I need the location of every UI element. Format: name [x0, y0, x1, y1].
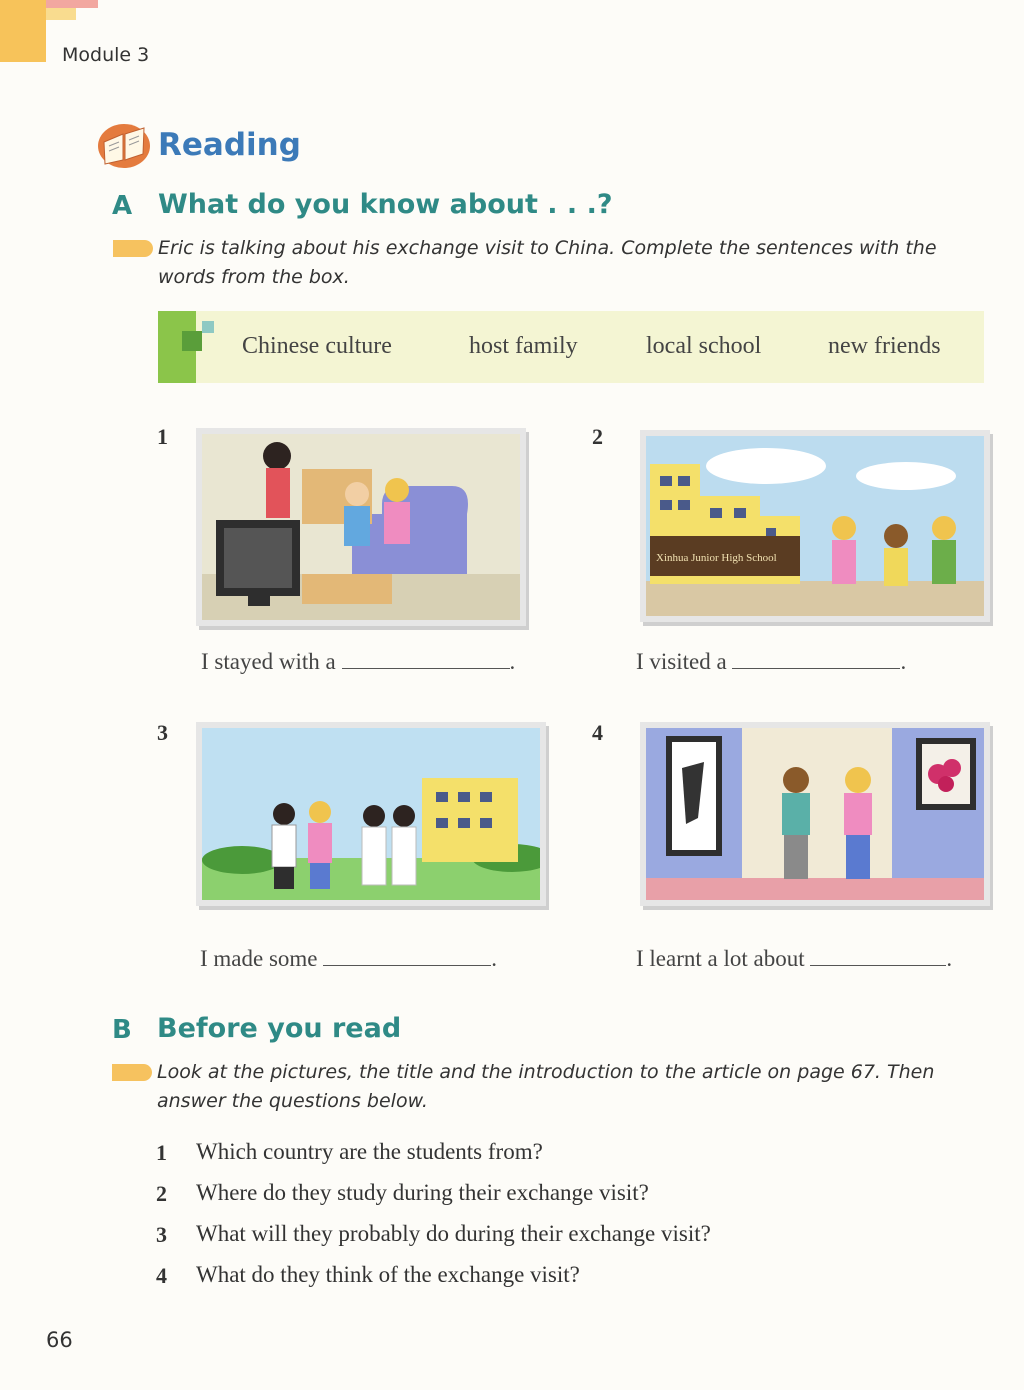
section-a-title: What do you know about . . .?	[158, 189, 613, 220]
sentence-end: .	[509, 649, 516, 674]
sentence-text: I learnt a lot about	[636, 946, 805, 971]
sentence-text: I stayed with a	[201, 649, 336, 674]
word-box-square-small	[202, 321, 214, 333]
sentence-end: .	[946, 946, 953, 971]
sentence-end: .	[900, 649, 907, 674]
question-text: What will they probably do during their exchange visit?	[196, 1221, 711, 1246]
answer-blank	[323, 947, 491, 966]
word-box-square	[182, 331, 202, 351]
page-number: 66	[46, 1328, 73, 1352]
exercise-number: 4	[592, 720, 603, 745]
sentence-3	[200, 946, 497, 972]
answer-blank	[732, 650, 900, 669]
word-box	[158, 311, 984, 383]
open-book-icon	[96, 120, 152, 170]
reading-title: Reading	[158, 127, 301, 163]
sentence-text: I made some	[200, 946, 318, 971]
answer-blank	[342, 650, 510, 669]
instruction-tab	[112, 1064, 152, 1081]
question-number: 3	[156, 1222, 167, 1247]
question-text: What do they think of the exchange visit?	[196, 1262, 580, 1287]
picture-local-school	[640, 430, 990, 622]
word-local-school: local school	[646, 333, 762, 359]
corner-decoration-yellow	[46, 8, 76, 20]
word-host-family: host family	[469, 333, 578, 359]
exercise-number: 1	[157, 424, 168, 449]
picture-host-family	[196, 428, 526, 626]
question-text: Which country are the students from?	[196, 1139, 543, 1164]
section-b-instruction-line1: Look at the pictures, the title and the introduction to the article on page 67. Then	[157, 1061, 935, 1083]
sentence-text: I visited a	[636, 649, 727, 674]
corner-decoration-pink	[46, 0, 98, 8]
exercise-number: 2	[592, 424, 603, 449]
section-a-instruction-line1: Eric is talking about his exchange visit to China. Complete the sentences with the	[158, 237, 937, 259]
sentence-2	[636, 649, 906, 675]
section-b-letter: B	[112, 1015, 132, 1045]
word-new-friends: new friends	[828, 333, 941, 359]
section-a-instruction-line2: words from the box.	[158, 266, 350, 288]
question-number: 1	[156, 1140, 167, 1165]
word-chinese-culture: Chinese culture	[242, 333, 392, 359]
section-b-title: Before you read	[157, 1013, 402, 1044]
picture-chinese-culture	[640, 722, 990, 906]
question-text: Where do they study during their exchange visit?	[196, 1180, 649, 1205]
sentence-end: .	[491, 946, 498, 971]
instruction-tab	[113, 240, 153, 257]
section-a-letter: A	[112, 191, 133, 221]
school-sign-text: Xinhua Junior High School	[656, 552, 777, 564]
corner-decoration	[0, 0, 46, 62]
sentence-1	[201, 649, 515, 675]
exercise-number: 3	[157, 720, 168, 745]
question-number: 4	[156, 1263, 167, 1288]
answer-blank	[810, 947, 946, 966]
picture-new-friends	[196, 722, 546, 906]
module-label: Module 3	[62, 44, 150, 66]
section-b-instruction-line2: answer the questions below.	[157, 1090, 428, 1112]
question-number: 2	[156, 1181, 167, 1206]
sentence-4	[636, 946, 952, 972]
